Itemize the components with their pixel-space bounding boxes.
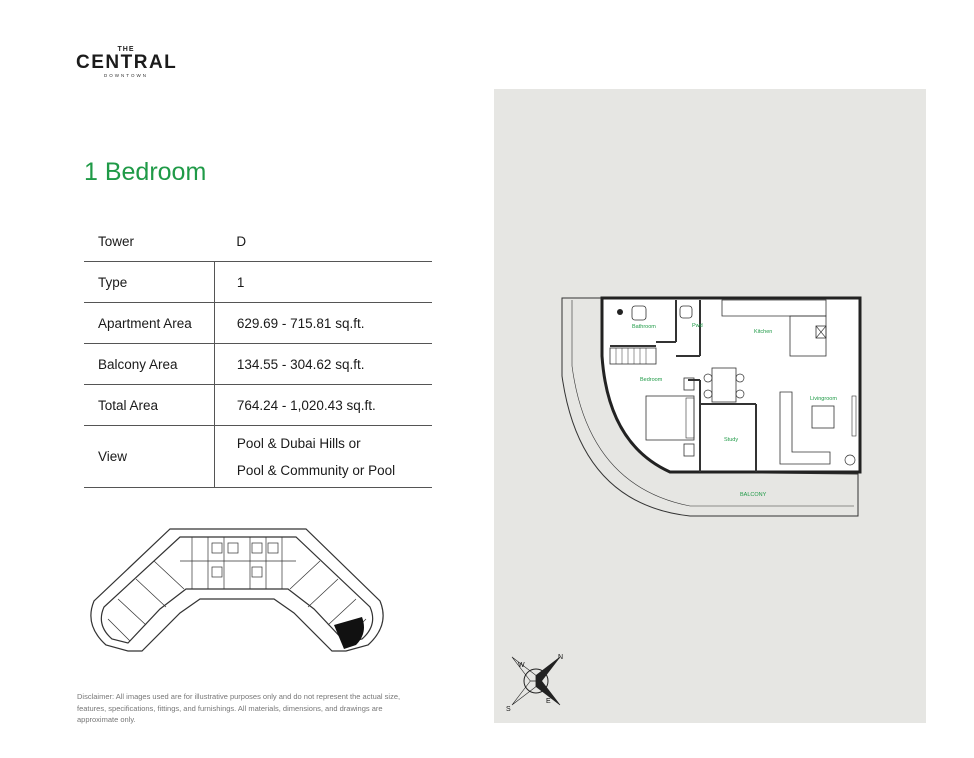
spec-label: Tower [84, 221, 214, 262]
logo-subtitle: DOWNTOWN [104, 73, 148, 78]
compass-east: E [546, 698, 551, 705]
spec-label: Type [84, 262, 214, 303]
spec-table [84, 221, 432, 488]
spec-row [84, 303, 432, 344]
room-label-bedroom: Bedroom [640, 377, 663, 383]
spec-row [84, 344, 432, 385]
unit-title: 1 Bedroom [84, 158, 207, 186]
key-plan [84, 521, 390, 655]
spec-row [84, 262, 432, 303]
logo-name: CENTRAL [76, 52, 178, 73]
logo-the: THE [117, 46, 135, 53]
room-label-livingroom: Livingroom [810, 396, 837, 402]
compass-rose-icon [500, 645, 572, 717]
compass-north: N [558, 654, 564, 661]
spec-label: Apartment Area [84, 303, 214, 344]
spec-value: 629.69 - 715.81 sq.ft. [214, 303, 432, 344]
spec-row [84, 385, 432, 426]
room-label-bathroom: Bathroom [632, 324, 656, 330]
room-label-study: Study [724, 437, 739, 443]
spec-value: 764.24 - 1,020.43 sq.ft. [214, 385, 432, 426]
brand-logo [76, 46, 176, 78]
spec-value [214, 426, 432, 488]
spec-value-line: Pool & Dubai Hills or [236, 435, 361, 451]
spec-value: D [214, 221, 432, 262]
compass-west: W [518, 662, 525, 669]
highlighted-unit [334, 617, 364, 649]
spec-label: Total Area [84, 385, 214, 426]
spec-value: 134.55 - 304.62 sq.ft. [214, 344, 432, 385]
room-label-balcony: BALCONY [740, 492, 767, 498]
spec-value-line: Pool & Community or Pool [236, 462, 396, 478]
floor-plan [560, 296, 862, 518]
room-label-kitchen: Kitchen [754, 329, 773, 335]
spec-row [84, 221, 432, 262]
spec-row [84, 426, 432, 488]
spec-label: Balcony Area [84, 344, 214, 385]
disclaimer: Disclaimer: All images used are for illustrative purposes only and do not represent the actual size, features, specifications, fittings, and furnishings. All materials, dimensions, and drawings are approximate only. [77, 692, 401, 724]
compass-south: S [506, 706, 511, 713]
room-label-pwd: Pwd [692, 323, 703, 329]
spec-value: 1 [214, 262, 432, 303]
spec-label: View [84, 426, 214, 488]
